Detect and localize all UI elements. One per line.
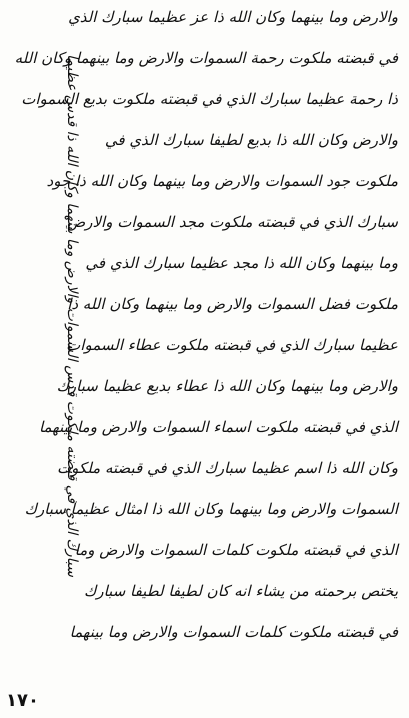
manuscript-line: ملكوت جود السموات والارض وما بينهما وكان الله ذا جود <box>46 172 398 190</box>
manuscript-line: والارض وما بينهما وكان الله ذا عز عظيما سبارك الذي <box>68 8 398 26</box>
manuscript-line: ذا رحمة عظيما سبارك الذي في قبضته ملكوت بديع السموات <box>21 90 398 108</box>
manuscript-text-block <box>14 8 398 664</box>
manuscript-line: في قبضته ملكوت كلمات السموات والارض وما بينهما <box>69 623 398 641</box>
manuscript-line: يختص برحمته من يشاء انه كان لطيفا لطيفا سبارك <box>83 582 398 600</box>
manuscript-line: وما بينهما وكان الله ذا مجد عظيما سبارك الذي في <box>85 254 398 272</box>
manuscript-line: ملكوت فضل السموات والارض وما بينهما وكان الله ذا <box>67 295 398 313</box>
manuscript-line: والارض وما بينهما وكان الله ذا عطاء بديع عظيما سبارك <box>56 377 398 395</box>
manuscript-line: في قبضته ملكوت رحمة السموات والارض وما بينهما وكان الله <box>14 49 398 67</box>
manuscript-line: الذي في قبضته ملكوت كلمات السموات والارض وما <box>74 541 398 559</box>
manuscript-line: وكان الله ذا اسم عظيما سبارك الذي في قبضته ملكوت <box>57 459 398 477</box>
manuscript-line: والارض وكان الله ذا بديع لطيفا سبارك الذي في <box>104 131 398 149</box>
manuscript-line: عظيما سبارك الذي في قبضته ملكوت عطاء السموات <box>66 336 398 354</box>
manuscript-line: السموات والارض وما بينهما وكان الله ذا امثال عظيما سبارك <box>24 500 398 518</box>
manuscript-line: الذي في قبضته ملكوت اسماء السموات والارض وما بينهما <box>38 418 398 436</box>
margin-note: سبارك الذي في قبضته ملكوت قدس السموات والارض وما بينهما وكان الله ذا قدس عظيما <box>64 54 80 577</box>
manuscript-line: سبارك الذي في قبضته ملكوت مجد السموات والارض <box>67 213 398 231</box>
page-number: ١٧٠ <box>6 690 39 711</box>
